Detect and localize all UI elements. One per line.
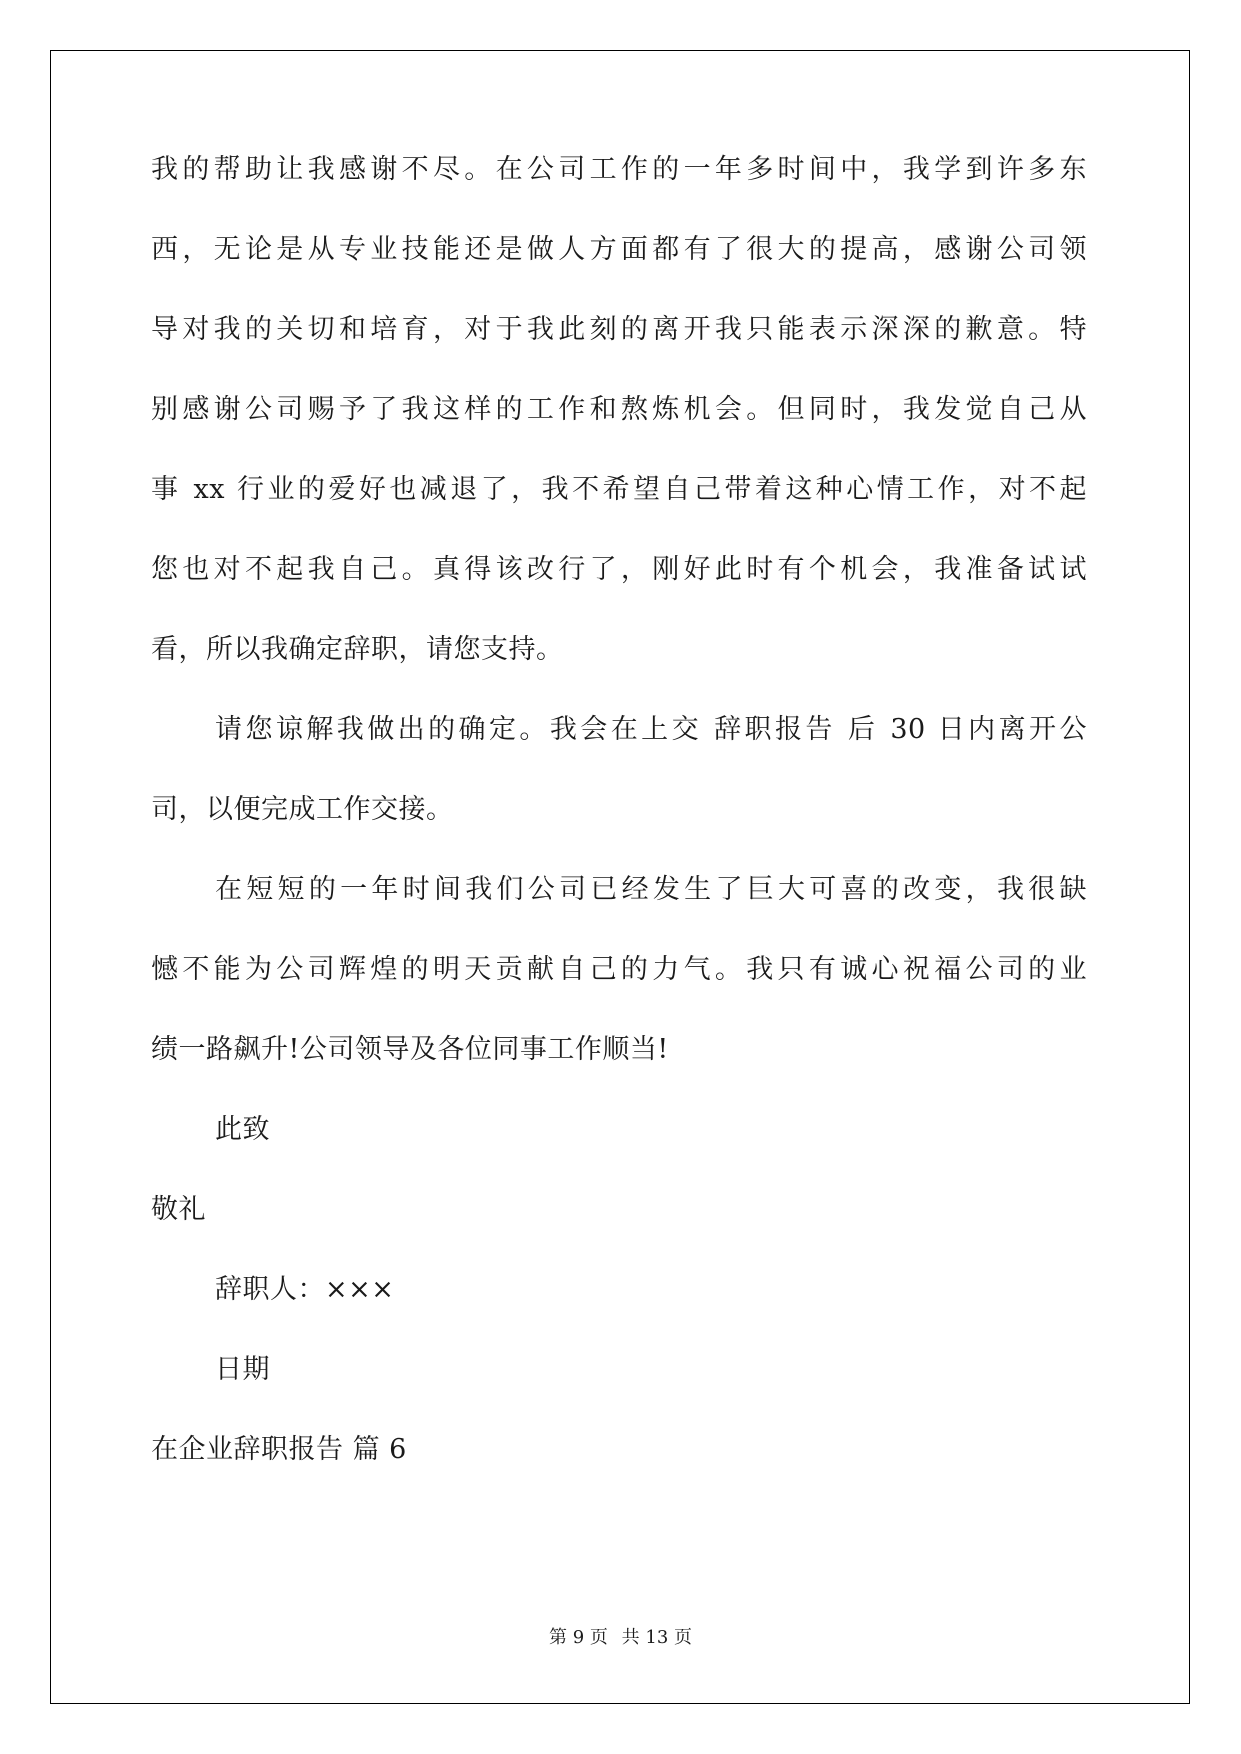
body-line-2: 西，无论是从专业技能还是做人方面都有了很大的提高，感谢公司领 — [151, 234, 1087, 265]
body-line-1: 我的帮助让我感谢不尽。在公司工作的一年多时间中，我学到许多东 — [151, 154, 1087, 185]
body-line-4: 别感谢公司赐予了我这样的工作和熬炼机会。但同时，我发觉自己从 — [151, 394, 1087, 425]
closing-salutation: 此致 — [215, 1114, 270, 1145]
closing-regards: 敬礼 — [151, 1194, 206, 1225]
page-footer — [0, 1626, 1241, 1650]
body-line-6: 您也对不起我自己。真得该改行了，刚好此时有个机会，我准备试试 — [151, 554, 1087, 585]
body-line-9: 司，以便完成工作交接。 — [151, 794, 454, 825]
page-total: 共 13 页 — [621, 1627, 692, 1648]
page-number: 第 9 页 — [549, 1627, 608, 1648]
body-line-8: 请您谅解我做出的确定。我会在上交 辞职报告 后 30 日内离开公 — [215, 714, 1087, 745]
signature-line: 辞职人：××× — [215, 1274, 395, 1305]
body-line-12: 绩一路飙升!公司领导及各位同事工作顺当! — [151, 1034, 669, 1065]
body-line-3: 导对我的关切和培育，对于我此刻的离开我只能表示深深的歉意。特 — [151, 314, 1087, 345]
date-line: 日期 — [215, 1354, 270, 1385]
body-line-5: 事 xx 行业的爱好也减退了，我不希望自己带着这种心情工作，对不起 — [151, 474, 1087, 505]
body-line-11: 憾不能为公司辉煌的明天贡献自己的力气。我只有诚心祝福公司的业 — [151, 954, 1087, 985]
section-heading: 在企业辞职报告 篇 6 — [151, 1434, 407, 1465]
body-line-10: 在短短的一年时间我们公司已经发生了巨大可喜的改变，我很缺 — [215, 874, 1087, 905]
body-line-7: 看，所以我确定辞职，请您支持。 — [151, 634, 564, 665]
